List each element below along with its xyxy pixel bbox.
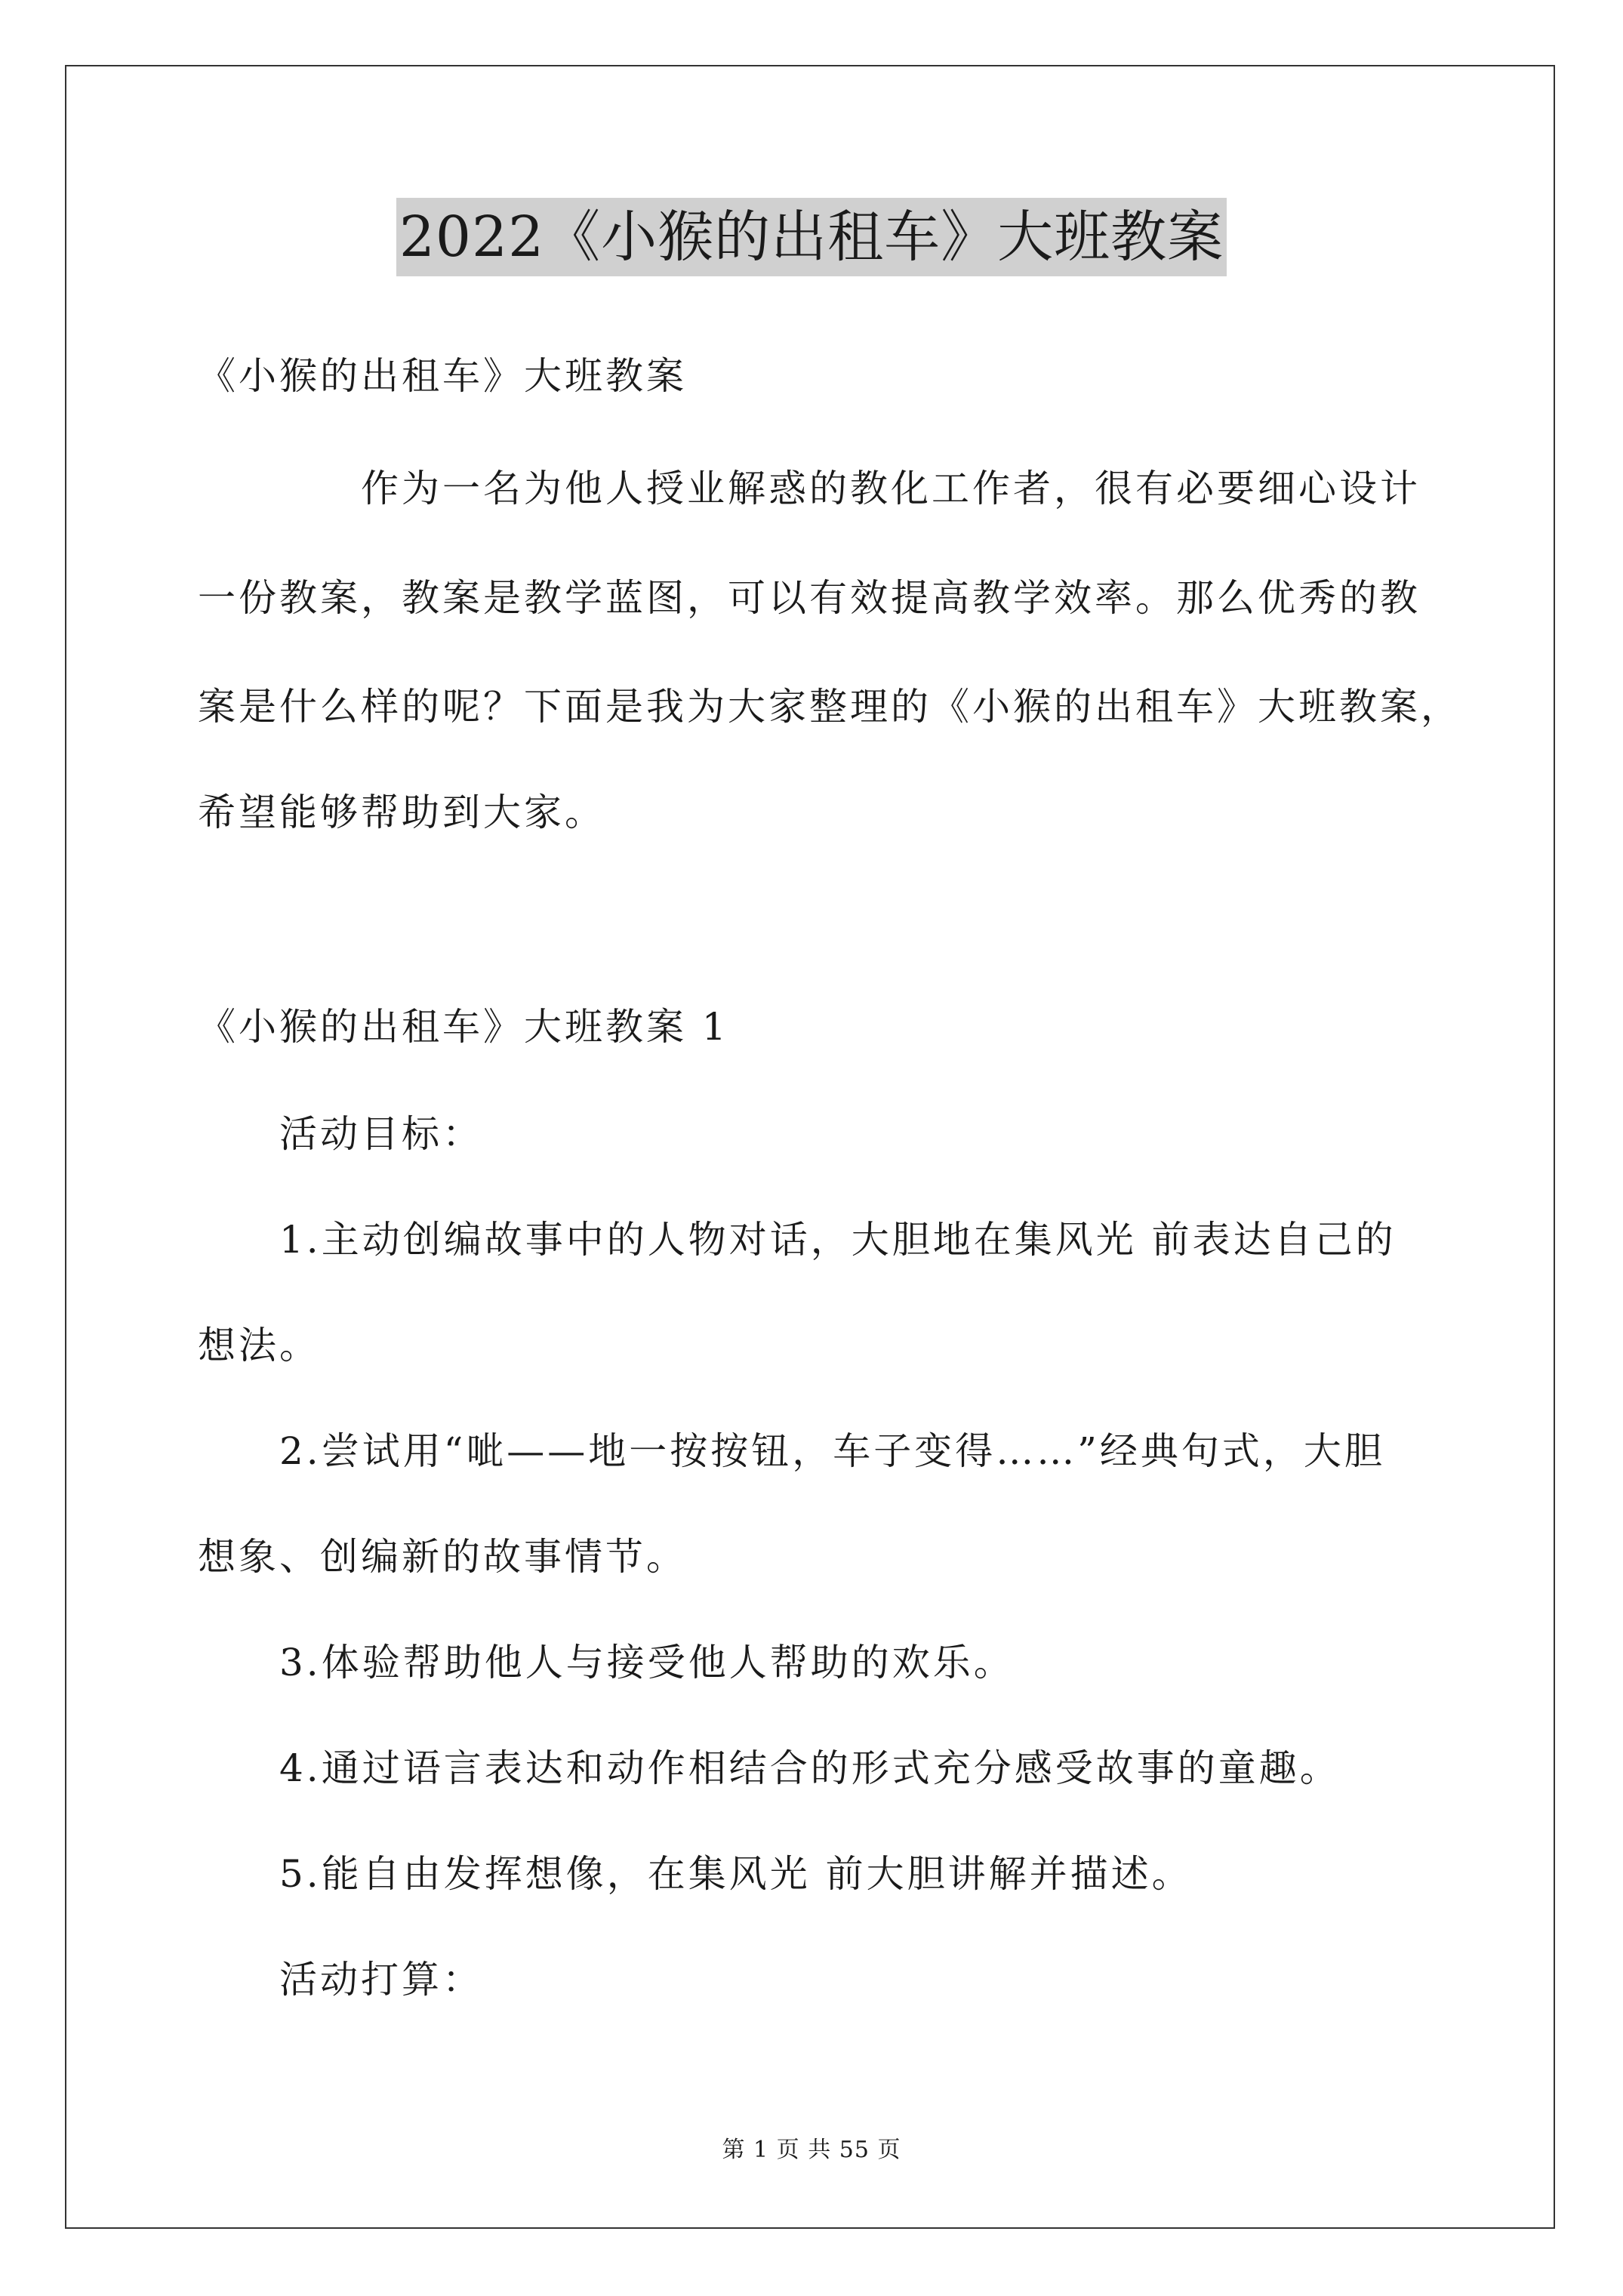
intro-line-3: 案是什么样的呢？下面是我为大家整理的《小猴的出租车》大班教案， [198, 685, 1461, 729]
section-heading: 《小猴的出租车》大班教案 1 [198, 1005, 729, 1049]
subtitle-line: 《小猴的出租车》大班教案 [198, 354, 687, 398]
goal-1-line-2: 想法。 [198, 1324, 320, 1367]
page-number: 第 1 页 共 55 页 [722, 2137, 901, 2163]
title-block [0, 198, 1623, 276]
intro-line-4: 希望能够帮助到大家。 [198, 791, 605, 834]
goal-2-line-1: 2.尝试用“呲——地一按按钮，车子变得……”经典句式，大胆 [279, 1429, 1385, 1473]
intro-line-1: 作为一名为他人授业解惑的教化工作者，很有必要细心设计 [361, 467, 1421, 510]
goal-1-line-1: 1.主动创编故事中的人物对话，大胆地在集风光 前表达自己的 [279, 1218, 1397, 1262]
document-title: 2022《小猴的出租车》大班教案 [396, 198, 1227, 276]
goal-3: 3.体验帮助他人与接受他人帮助的欢乐。 [279, 1641, 1015, 1684]
goal-5: 5.能自由发挥想像，在集风光 前大胆讲解并描述。 [279, 1852, 1193, 1896]
prep-heading: 活动打算： [279, 1958, 483, 2002]
goal-2-line-2: 想象、创编新的故事情节。 [198, 1535, 687, 1579]
goals-heading: 活动目标： [279, 1112, 483, 1156]
intro-line-2: 一份教案，教案是教学蓝图，可以有效提高教学效率。那么优秀的教 [198, 576, 1421, 620]
goal-4: 4.通过语言表达和动作相结合的形式充分感受故事的童趣。 [279, 1746, 1341, 1790]
